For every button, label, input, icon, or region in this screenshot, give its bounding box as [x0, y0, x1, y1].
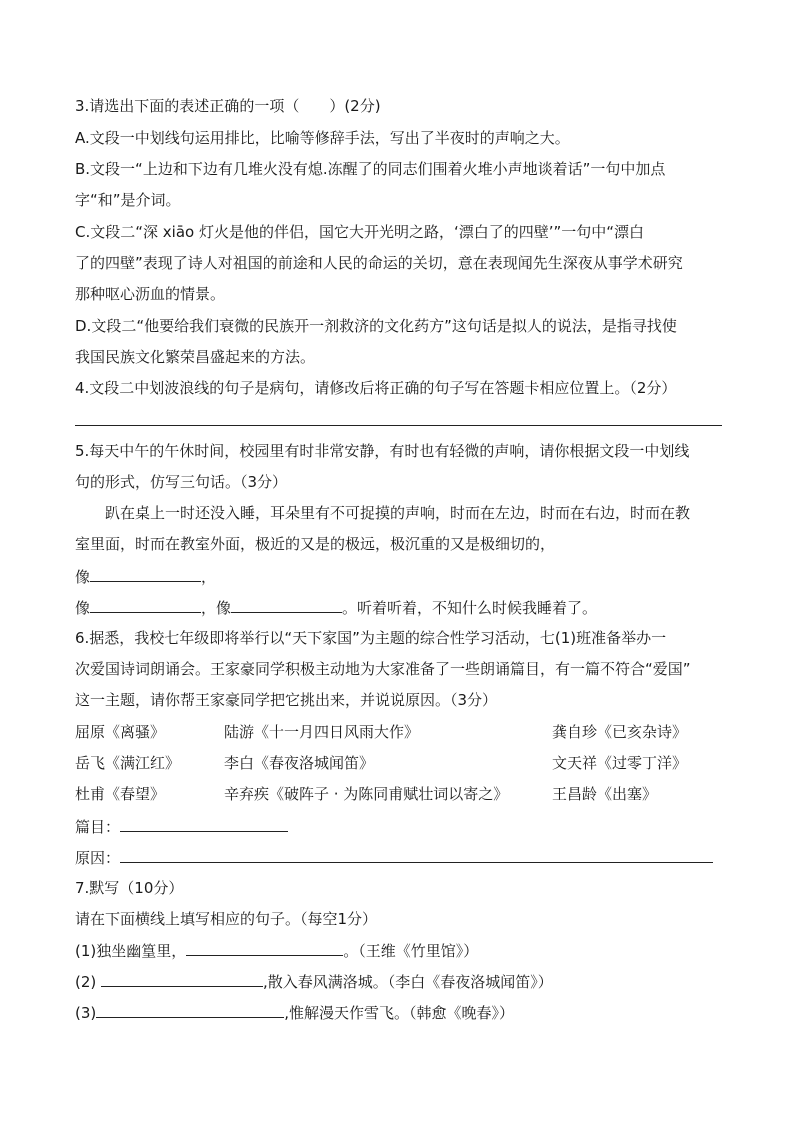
q7-line-1 [75, 940, 725, 960]
q3-option-c-line3: 那种呕心沥血的情景。 [75, 285, 226, 303]
q7-blank-1[interactable] [186, 940, 343, 956]
q5-stem-line1: 5.每天中午的午休时间，校园里有时非常安静，有时也有轻微的声响，请你根据文段一中划线 [75, 442, 690, 460]
like-word: 像 [216, 599, 232, 617]
q5-paragraph-line1: 趴在桌上一时还没入睡，耳朵里有不可捉摸的声响，时而在左边，时而在右边，时而在教 [105, 504, 691, 522]
like-word: 像 [75, 568, 91, 586]
q3-option-a: A.文段一中划线句运用排比，比喻等修辞手法，写出了半夜时的声响之大。 [75, 129, 570, 147]
q3-option-c-line1: C.文段二“深 xiāo 灯火是他的伴侣，国它大开光明之路，‘漂白了的四壁’”一句中“漂白 [75, 223, 645, 241]
q5-tail: 。听着听着，不知什么时候我睡着了。 [342, 599, 598, 617]
poem-item: 陆游《十一月四日风雨大作》 [224, 723, 420, 741]
q3-stem: 3.请选出下面的表述正确的一项（ ）(2分) [75, 97, 381, 115]
comma: ， [201, 599, 217, 617]
q7-line-1-suffix: 。（王维《竹里馆》） [343, 942, 479, 960]
q3-option-b-line1: B.文段一“上边和下边有几堆火没有熄.冻醒了的同志们围着火堆小声地谈着话”一句中加点 [75, 160, 666, 178]
q7-line-1-prefix: (1)独坐幽篁里， [75, 942, 187, 960]
q7-line-2-prefix: (2) [75, 973, 102, 991]
q7-stem: 7.默写（10分） [75, 879, 184, 897]
poem-item: 岳飞《满江红》 [75, 754, 181, 772]
poem-item: 文天祥《过零丁洋》 [552, 754, 688, 772]
q5-like-line2 [75, 597, 725, 617]
comma: ， [201, 568, 217, 586]
poem-item: 李白《春夜洛城闻笛》 [224, 754, 375, 772]
q3-option-d-line2: 我国民族文化繁荣昌盛起来的方法。 [75, 348, 316, 366]
q7-line-3-suffix: ,惟解漫天作雪飞。（韩愈《晚春》） [284, 1004, 515, 1022]
q5-blank-2[interactable] [90, 597, 201, 613]
q3-option-c-line2: 了的四壁”表现了诗人对祖国的前途和人民的命运的关切，意在表现闻先生深夜从事学术研究 [75, 254, 683, 272]
q6-reason-row [75, 847, 725, 867]
q7-instruction: 请在下面横线上填写相应的句子。（每空1分） [75, 910, 378, 928]
q5-blank-1[interactable] [90, 566, 201, 582]
q6-stem-line3: 这一主题，请你帮王家豪同学把它挑出来，并说说原因。（3分） [75, 691, 498, 709]
q6-title-blank[interactable] [120, 816, 288, 832]
q6-stem-line1: 6.据悉，我校七年级即将举行以“天下家国”为主题的综合性学习活动，七(1)班准备举办一 [75, 629, 667, 647]
q6-title-row [75, 816, 725, 836]
poem-item: 杜甫《春望》 [75, 785, 166, 803]
q7-line-2-suffix: ,散入春风满洛城。（李白《春夜洛城闻笛》） [263, 973, 553, 991]
q4-answer-line[interactable] [75, 425, 722, 426]
q7-blank-2[interactable] [101, 971, 263, 987]
q7-line-3-prefix: (3) [75, 1004, 97, 1022]
poem-item: 辛弃疾《破阵子 · 为陈同甫赋壮词以寄之》 [224, 785, 509, 803]
q4-stem: 4.文段二中划波浪线的句子是病句，请修改后将正确的句子写在答题卡相应位置上。（2分） [75, 379, 677, 397]
q5-like-line1 [75, 566, 725, 586]
like-word: 像 [75, 599, 91, 617]
q5-blank-3[interactable] [231, 597, 342, 613]
reason-label: 原因： [75, 849, 121, 867]
q6-stem-line2: 次爱国诗词朗诵会。王家豪同学积极主动地为大家准备了一些朗诵篇目，有一篇不符合“爱国” [75, 660, 691, 678]
q5-paragraph-line2: 室里面，时而在教室外面，极近的又是的极远，极沉重的又是极细切的， [75, 535, 556, 553]
poem-item: 屈原《离骚》 [75, 723, 166, 741]
title-label: 篇目： [75, 818, 121, 836]
q7-blank-3[interactable] [96, 1002, 284, 1018]
q3-option-b-line2: 字“和”是介词。 [75, 191, 181, 209]
q6-reason-blank[interactable] [120, 847, 713, 863]
q5-stem-line2: 句的形式，仿写三句话。（3分） [75, 473, 288, 491]
poem-item: 龚自珍《已亥杂诗》 [552, 723, 688, 741]
poem-item: 王昌龄《出塞》 [552, 785, 658, 803]
q7-line-3 [75, 1002, 725, 1022]
q7-line-2 [75, 971, 725, 991]
q3-option-d-line1: D.文段二“他要给我们衰微的民族开一剂救济的文化药方”这句话是拟人的说法，是指寻找使 [75, 317, 677, 335]
